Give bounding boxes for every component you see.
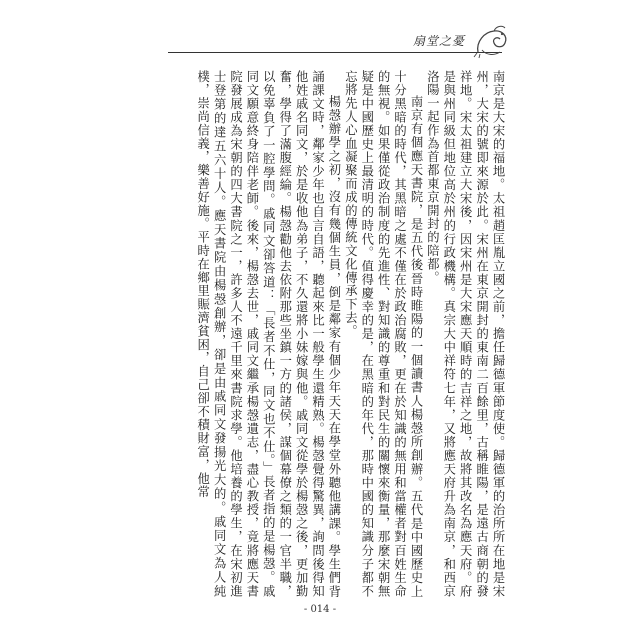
paragraph-3: 楊愨辦學之初，沒有幾個生員，倒是鄰家有個少年天天在學堂外聽他講課。學生們背誦課文時，鄰家少年也自言自語，聽起來比一般學生還精熟。楊愨覺得驚異，詢問後得知他姓戚名同文，於是收他為弟子，不久還將小妹嫁與他。戚同文從學於楊愨之後，更加勤奮，學得了滿腹經綸。楊愨勸他去依附那些坐鎮一方的諸侯，謀個幕僚之類的一官半職，以免辜負了一腔學問。戚同文卻答道：「長者不仕，同文也不仕。」長者指的是楊愨。戚同文願意終身陪伴老師。後來，楊愨去世，戚同文繼承楊愨遺志，盡心教授，竟將應天書院發展成為宋朝的四大書院之一，許多人不遠千里來書院求學。他培養的學生，在宋初進士登第的達五六十人。應天書院由楊愨創辦，卻是由戚同文發揚光大的。戚同文為人純樸，崇尚信義，樂善好施。平時在鄉里賑濟貧困，自己卻不積財富，他常 — [195, 70, 341, 598]
page-header — [0, 14, 640, 58]
dragon-ornament-icon — [472, 22, 512, 60]
paragraph-1: 南京是大宋的福地。太祖趙匡胤立國之前，擔任歸德軍節度使。歸德軍的治所所在地是宋州，大宋的號即來源於此。宋州在東京開封的東南二百餘里，古稱睢陽，是遠古商朝的發祥地。宋太祖建立大宋後，因宋州是大宋應天順時的吉祥之地，故將其改名為應天府。府是與州同級但地位高於州的行政機構。真宗大中祥符七年，又將應天府升為南京，和西京洛陽一起作為首都東京開封的陪都。 — [425, 70, 505, 598]
paragraph-2: 南京有個應天書院，是五代後晉時睢陽的一個讀書人楊愨所創辦。五代是中國歷史上十分黑暗的時代，其黑暗之處不僅在於政治腐敗，更在於知識的無用和當權者對百姓生命的無視。如果僅從政治制度的先進性、對知識的尊重和對民生的關懷來衡量，那麼宋朝無疑是中國歷史上最清明的時代。值得慶幸的是，在黑暗的年代，那時中國的知識分子都不忘將先人心血凝聚而成的傳統文化傳承下去。 — [343, 70, 423, 598]
header-rule — [168, 52, 502, 53]
running-title: 扇堂之憂 — [413, 34, 466, 48]
page-number: - 014 - — [303, 604, 337, 615]
vertical-text-body — [160, 70, 506, 598]
